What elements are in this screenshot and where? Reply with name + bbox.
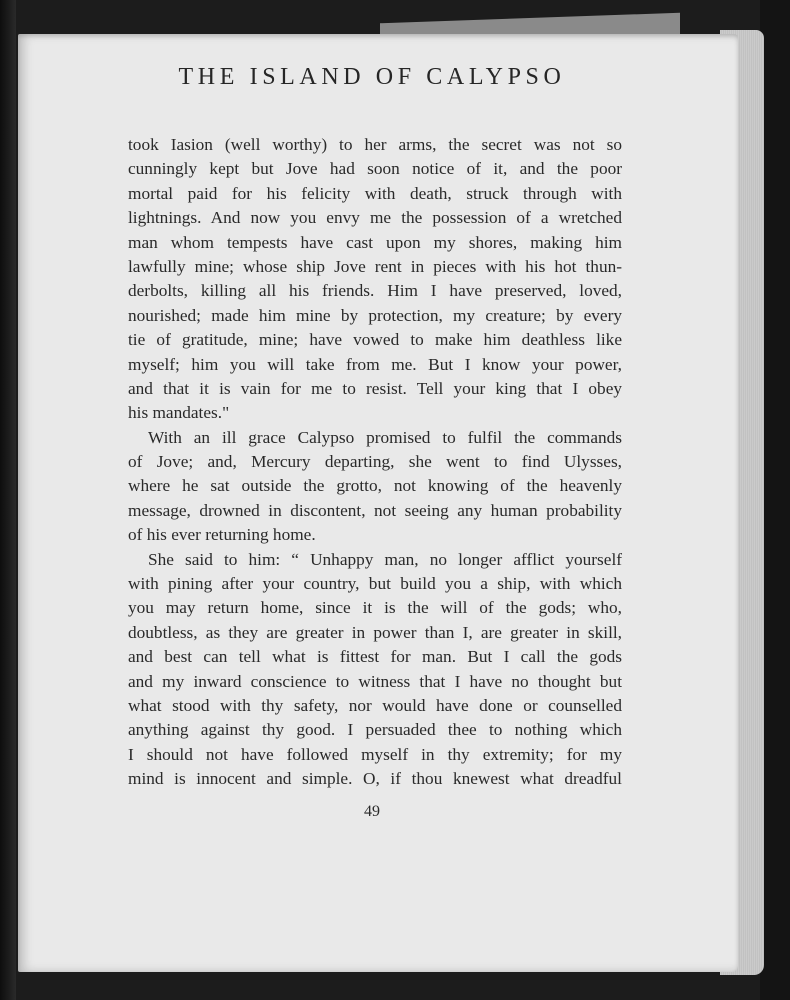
text-line: mortal paid for his felicity with death, struck through with: [128, 183, 622, 203]
text-line: and best can tell what is fittest for man. But I call the gods: [128, 647, 622, 667]
text-line: mind is innocent and simple. O, if thou knewest what dreadful: [128, 769, 622, 789]
text-line: doubtless, as they are greater in power than I, are greater in skill,: [128, 622, 622, 642]
background-right-edge: [760, 0, 790, 1000]
text-line: lightnings. And now you envy me the possession of a wretched: [128, 208, 622, 228]
text-line: of his ever returning home.: [128, 525, 316, 545]
text-line: and my inward conscience to witness that I have no thought but: [128, 671, 622, 691]
text-line: man whom tempests have cast upon my shores, making him: [128, 232, 622, 252]
text-line: took Iasion (well worthy) to her arms, the secret was not so: [128, 135, 622, 154]
text-line: With an ill grace Calypso promised to fulfil the commands: [148, 427, 622, 447]
text-line: tie of gratitude, mine; have vowed to make him deathless like: [128, 330, 622, 350]
text-line: I should not have followed myself in thy extremity; for my: [128, 744, 622, 764]
text-line: anything against thy good. I persuaded thee to nothing which: [128, 720, 622, 740]
text-line: with pining after your country, but build you a ship, with which: [128, 574, 622, 594]
text-line: of Jove; and, Mercury departing, she went to find Ulysses,: [128, 452, 622, 472]
running-head: THE ISLAND OF CALYPSO: [178, 64, 566, 90]
text-line: cunningly kept but Jove had soon notice of it, and the poor: [128, 159, 622, 179]
text-line: where he sat outside the grotto, not knowing of the heavenly: [128, 476, 622, 496]
text-line: nourished; made him mine by protection, my creature; by every: [128, 305, 622, 325]
text-line: what stood with thy safety, nor would have done or counselled: [128, 695, 622, 715]
page-number: 49: [364, 803, 380, 820]
text-line: lawfully mine; whose ship Jove rent in pieces with his hot thun-: [128, 256, 622, 276]
text-line: derbolts, killing all his friends. Him I have preserved, loved,: [128, 281, 622, 301]
text-line: myself; him you will take from me. But I know your power,: [128, 354, 622, 374]
text-line: and that it is vain for me to resist. Tell your king that I obey: [128, 378, 622, 398]
text-line: you may return home, since it is the will of the gods; who,: [128, 598, 622, 618]
text-line: She said to him: “ Unhappy man, no longer afflict yourself: [148, 549, 622, 569]
background-left-edge: [0, 0, 16, 1000]
text-line: message, drowned in discontent, not seeing any human probability: [128, 500, 622, 520]
text-line: his mandates.": [128, 403, 230, 423]
body-text: [128, 133, 622, 792]
